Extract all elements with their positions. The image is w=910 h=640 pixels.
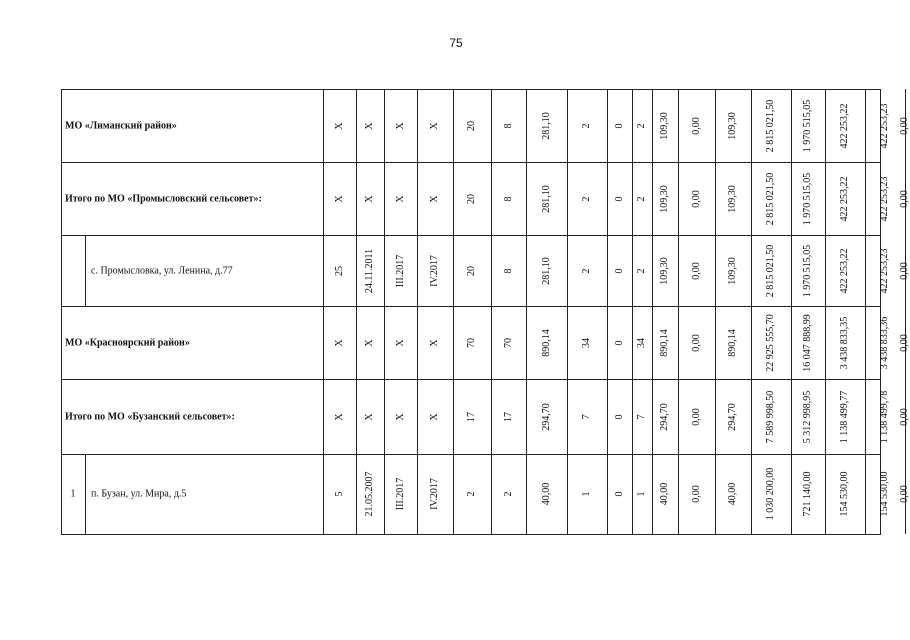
cell-value: Х [364,338,375,347]
cell-value: 422 253,23 [879,248,890,293]
cell-value: 8 [502,196,514,201]
table-row [61,89,910,162]
table-cell [491,454,526,534]
cell-value: Х [394,412,406,421]
cell-value: 0 [613,414,625,419]
cell-value: 20 [466,120,477,131]
table-cell [678,162,715,235]
cell-value: Х [429,412,440,421]
page-number: 75 [449,36,463,50]
table-cell [384,306,417,379]
cell-value: 2 [581,123,592,128]
cell-value: 20 [466,265,477,276]
table-cell [791,379,825,454]
table-cell [453,454,491,534]
table-cell [632,89,652,162]
table-cell [678,306,715,379]
cell-value: Х [394,194,406,203]
cell-value: 2 [636,268,647,273]
cell-value: 109,30 [727,111,738,140]
cell-value: III.2017 [394,477,406,511]
cell-value: 34 [636,337,647,348]
cell-value: 2 815 021,50 [765,99,776,152]
cell-value: 2 815 021,50 [765,244,776,297]
cell-value: 5 312 998,95 [802,390,813,443]
table-cell [632,162,652,235]
table-cell [384,379,417,454]
cell-value: Х [429,338,440,347]
cell-value: Х [429,121,440,130]
cell-value: 3 438 833,35 [839,316,850,369]
table-cell [632,454,652,534]
cell-value: 22 925 555,70 [765,313,776,372]
table-cell [825,306,865,379]
cell-value: 21.05.2007 [364,471,375,517]
cell-value: 0 [613,196,625,201]
cell-value: 0,00 [690,485,702,503]
cell-value: 40,00 [659,482,670,506]
table-cell [607,306,632,379]
cell-value: 2 [581,268,592,273]
table-row [61,306,910,379]
table-cell [567,89,607,162]
cell-value: 0 [613,340,625,345]
table-cell [791,306,825,379]
cell-value: 422 253,23 [879,176,890,221]
cell-value: IV.2017 [429,254,440,287]
cell-value: 294,70 [540,402,552,431]
table-cell [323,306,356,379]
cell-value: 0,00 [690,189,702,208]
table-cell [825,89,865,162]
table-cell [491,379,526,454]
cell-value: 2 [502,491,514,497]
table-cell [323,162,356,235]
cell-value: 0,00 [899,333,910,352]
cell-value: 0,00 [899,485,910,503]
cell-value: 16 047 888,99 [802,313,813,372]
row-border [61,534,881,535]
cell-value: 281,10 [540,256,552,285]
cell-value: Х [333,121,345,130]
cell-value: 40,00 [540,482,552,506]
row-name: МО «Лиманский район» [65,120,177,131]
table-cell [491,162,526,235]
cell-value: 294,70 [727,402,738,431]
cell-value: 25 [333,265,345,276]
table-cell [715,306,751,379]
cell-value: 0,00 [690,333,702,352]
table-cell [526,235,567,306]
table-cell [632,379,652,454]
data-table [61,89,910,534]
table-cell [417,379,453,454]
table-cell [607,89,632,162]
table-cell [751,235,791,306]
cell-value: 154 530,00 [879,471,890,517]
table-cell [607,379,632,454]
table-cell [678,235,715,306]
table-cell [356,306,384,379]
cell-value: Х [394,121,406,130]
cell-value: 1 030 200,00 [765,467,776,521]
cell-value: 1 138 499,77 [839,390,850,443]
cell-value: 2 815 021,50 [765,172,776,225]
cell-value: 70 [466,337,477,348]
cell-value: 1 970 515,05 [802,244,813,297]
cell-value: 0 [613,268,625,273]
cell-value: 2 [581,196,592,201]
cell-value: 109,30 [659,184,670,213]
row-name: Итого по МО «Бузанский сельсовет»: [65,411,235,422]
table-cell [652,454,678,534]
table-cell [567,379,607,454]
cell-value: 34 [581,337,592,348]
table-cell [417,162,453,235]
cell-value: 0,00 [899,261,910,280]
cell-value: 0,00 [690,407,702,426]
table-cell [791,162,825,235]
table-cell [652,379,678,454]
table-cell [323,379,356,454]
table-row [61,454,910,534]
row-number: 1 [70,488,76,500]
cell-value: Х [333,412,345,421]
table-cell [751,454,791,534]
table-cell [356,235,384,306]
cell-value: 7 [581,414,592,419]
cell-value: 890,14 [659,328,670,357]
cell-value: Х [333,194,345,203]
table-cell [652,306,678,379]
row-name: МО «Красноярский район» [65,337,190,348]
table-cell [751,89,791,162]
table-cell [825,379,865,454]
table-cell [678,89,715,162]
cell-value: 422 253,22 [839,248,850,293]
row-name: с. Промысловка, ул. Ленина, д.77 [91,265,233,276]
cell-value: 0 [613,123,625,128]
table-cell [715,454,751,534]
cell-value: Х [333,338,345,347]
table-cell [825,454,865,534]
cell-value: Х [364,121,375,130]
cell-value: 422 253,23 [879,103,890,148]
table-cell [323,235,356,306]
table-cell [384,235,417,306]
cell-value: IV.2017 [429,478,440,510]
table-cell [384,454,417,534]
table-cell [526,162,567,235]
cell-value: 7 [636,414,647,419]
cell-value: Х [364,412,375,421]
cell-value: Х [429,194,440,203]
column-border [85,235,86,306]
table-cell [567,454,607,534]
table-cell [652,235,678,306]
table-cell [417,306,453,379]
table-cell [417,454,453,534]
cell-value: 281,10 [540,184,552,213]
column-border [85,454,86,534]
cell-value: 0,00 [899,116,910,135]
table-cell [567,306,607,379]
table-cell [453,89,491,162]
row-name: Итого по МО «Промысловский сельсовет»: [65,193,262,204]
cell-value: 154 530,00 [839,471,850,517]
cell-value: 721 140,00 [802,471,813,517]
table-cell [526,454,567,534]
cell-value: 8 [502,123,514,128]
cell-value: 1 970 515,05 [802,172,813,225]
cell-value: 281,10 [540,111,552,140]
cell-value: 1 [581,491,592,497]
table-cell [678,454,715,534]
cell-value: 3 438 833,36 [879,316,890,369]
table-cell [526,89,567,162]
cell-value: 2 [636,123,647,128]
cell-value: 24.11.2011 [364,248,375,293]
cell-value: 1 138 499,78 [879,390,890,443]
column-border [905,89,906,534]
table-cell [384,162,417,235]
cell-value: III.2017 [394,254,406,287]
table-row [61,162,910,235]
cell-value: 0 [613,491,625,497]
table-cell [491,89,526,162]
table-cell [715,162,751,235]
cell-value: 294,70 [659,402,670,431]
table-cell [652,89,678,162]
table-cell [323,89,356,162]
table-cell [491,235,526,306]
cell-value: 40,00 [727,482,738,506]
table-cell [356,454,384,534]
cell-value: 5 [333,491,345,497]
table-cell [607,162,632,235]
cell-value: Х [364,194,375,203]
cell-value: 109,30 [727,256,738,285]
table-cell [323,454,356,534]
table-cell [453,235,491,306]
table-cell [632,306,652,379]
table-cell [632,235,652,306]
cell-value: 70 [502,337,514,348]
cell-value: 17 [466,411,477,422]
cell-value: 109,30 [727,184,738,213]
table-cell [417,89,453,162]
cell-value: 0,00 [899,407,910,426]
cell-value: 1 970 515,05 [802,99,813,152]
cell-value: 0,00 [899,189,910,208]
row-name: п. Бузан, ул. Мира, д.5 [91,488,187,500]
cell-value: 8 [502,268,514,273]
table-cell [791,454,825,534]
table-cell [825,235,865,306]
table-cell [453,306,491,379]
table-cell [791,89,825,162]
table-row [61,379,910,454]
cell-value: 0,00 [690,261,702,280]
table-cell [607,454,632,534]
cell-value: 17 [502,411,514,422]
table-cell [453,162,491,235]
table-cell [526,379,567,454]
table-cell [715,89,751,162]
cell-value: 2 [466,491,477,497]
table-cell [715,235,751,306]
cell-value: 109,30 [659,111,670,140]
table-cell [751,306,791,379]
cell-value: 0,00 [690,116,702,135]
table-cell [607,235,632,306]
table-cell [567,162,607,235]
table-cell [567,235,607,306]
table-row [61,235,910,306]
cell-value: 422 253,22 [839,103,850,148]
table-cell [526,306,567,379]
table-cell [751,162,791,235]
table-cell [791,235,825,306]
table-cell [678,379,715,454]
table-cell [715,379,751,454]
cell-value: Х [394,338,406,347]
cell-value: 20 [466,193,477,204]
table-cell [356,379,384,454]
table-cell [652,162,678,235]
cell-value: 422 253,22 [839,176,850,221]
table-cell [384,89,417,162]
cell-value: 890,14 [540,328,552,357]
table-cell [417,235,453,306]
table-cell [751,379,791,454]
cell-value: 7 589 998,50 [765,390,776,443]
table-cell [356,89,384,162]
cell-value: 2 [636,196,647,201]
cell-value: 1 [636,491,647,497]
cell-value: 109,30 [659,256,670,285]
table-cell [825,162,865,235]
table-cell [453,379,491,454]
table-cell [356,162,384,235]
table-cell [491,306,526,379]
cell-value: 890,14 [727,328,738,357]
